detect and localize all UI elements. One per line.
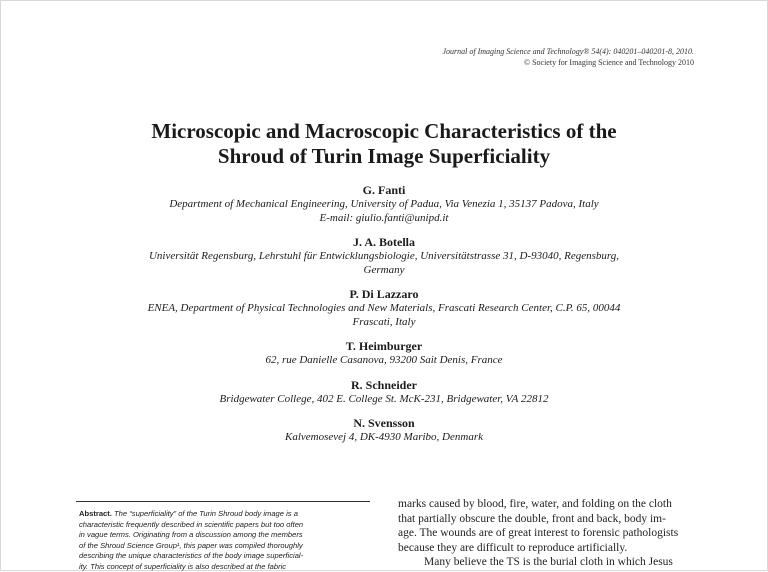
author-affiliation: 62, rue Danielle Casanova, 93200 Sait Denis, France (100, 354, 668, 368)
author-affiliation-cont: Germany (100, 264, 668, 278)
author-block (100, 416, 668, 445)
author-name: G. Fanti (100, 183, 668, 198)
abstract-divider (76, 501, 370, 502)
author-name: T. Heimburger (100, 339, 668, 354)
author-affiliation: ENEA, Department of Physical Technologies and New Materials, Frascati Research Center, C.P. 65, 00044 (100, 302, 668, 316)
author-affiliation: Department of Mechanical Engineering, University of Padua, Via Venezia 1, 35137 Padova, Italy (100, 198, 668, 212)
abstract-label: Abstract. (79, 509, 112, 518)
body-paragraph: Many believe the TS is the burial cloth in which Jesus (398, 555, 694, 570)
abstract-line (79, 509, 371, 520)
abstract (79, 509, 371, 572)
body-line: marks caused by blood, fire, water, and folding on the cloth (398, 497, 694, 512)
author-affiliation: Kalvemosevej 4, DK-4930 Maribo, Denmark (100, 431, 668, 445)
author-block (100, 339, 668, 368)
author-name: P. Di Lazzaro (100, 287, 668, 302)
journal-header (442, 46, 694, 68)
body-text (398, 497, 694, 570)
author-affiliation: Bridgewater College, 402 E. College St. McK-231, Bridgewater, VA 22812 (100, 393, 668, 407)
author-block (100, 378, 668, 407)
abstract-line: ity. This concept of superficiality is also described at the fabric (79, 562, 371, 572)
abstract-line: characteristic frequently described in scientific papers but too often (79, 520, 371, 531)
body-line: because they are difficult to reproduce artificially. (398, 541, 694, 556)
author-affiliation-cont: Frascati, Italy (100, 316, 668, 330)
author-block (100, 183, 668, 225)
author-email: E-mail: giulio.fanti@unipd.it (100, 212, 668, 226)
copyright-notice: © Society for Imaging Science and Technology 2010 (442, 57, 694, 68)
abstract-line: of the Shroud Science Group¹, this paper was compiled thoroughly (79, 541, 371, 552)
abstract-line: describing the unique characteristics of the body image superficial- (79, 551, 371, 562)
author-block (100, 235, 668, 277)
body-line: age. The wounds are of great interest to forensic pathologists (398, 526, 694, 541)
author-list (100, 183, 668, 455)
title-line-2: Shroud of Turin Image Superficiality (0, 144, 768, 169)
author-affiliation: Universität Regensburg, Lehrstuhl für Entwicklungsbiologie, Universitätstrasse 31, D-93040, Regensburg, (100, 250, 668, 264)
journal-citation: Journal of Imaging Science and Technology® 54(4): 040201–040201-8, 2010. (442, 46, 694, 57)
author-name: N. Svensson (100, 416, 668, 431)
abstract-line: in vague terms. Originating from a discussion among the members (79, 530, 371, 541)
body-line: that partially obscure the double, front and back, body im- (398, 512, 694, 527)
author-name: R. Schneider (100, 378, 668, 393)
author-name: J. A. Botella (100, 235, 668, 250)
title-line-1: Microscopic and Macroscopic Characteristics of the (0, 119, 768, 144)
paper-title (0, 119, 768, 169)
abstract-text: The “superficiality” of the Turin Shroud body image is a (114, 509, 298, 518)
author-block (100, 287, 668, 329)
